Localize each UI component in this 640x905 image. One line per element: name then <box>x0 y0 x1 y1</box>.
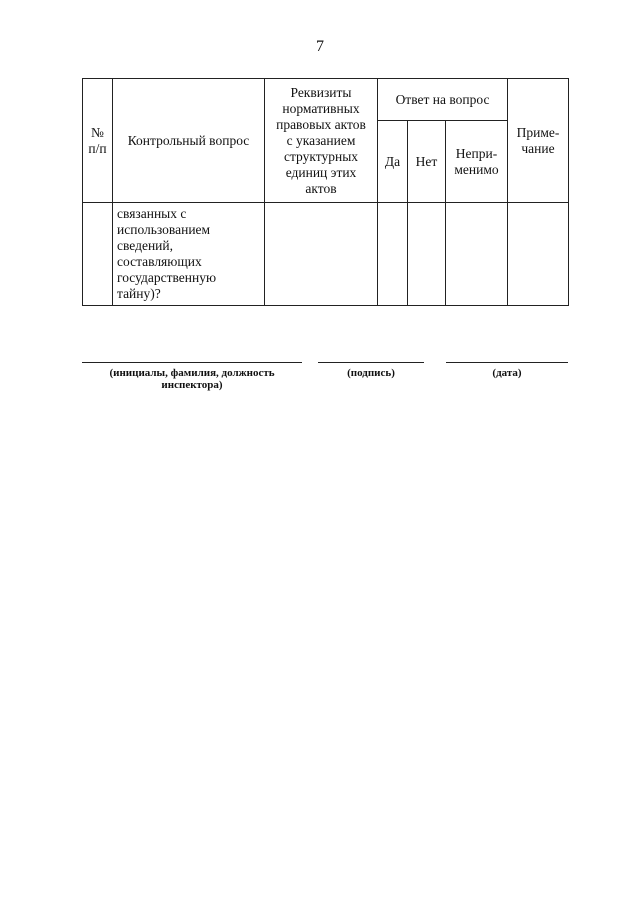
checklist-table <box>82 78 569 306</box>
header-note <box>508 79 569 203</box>
header-answer-na-line: Непри- <box>455 145 498 161</box>
header-requisites-line: актов <box>305 180 337 196</box>
row-no-cell <box>408 203 446 306</box>
header-num-line: п/п <box>88 140 107 156</box>
header-requisites-line: единиц этих <box>285 164 357 180</box>
question-line: связанных с <box>117 206 187 221</box>
page-number: 7 <box>316 38 324 55</box>
header-requisites-line: правовых актов <box>276 116 366 132</box>
header-question: Контрольный вопрос <box>113 79 265 203</box>
row-yes-cell <box>378 203 408 306</box>
header-num-line: № <box>91 124 104 140</box>
header-requisites <box>265 79 378 203</box>
header-answer-group: Ответ на вопрос <box>378 79 508 121</box>
header-answer-yes: Да <box>378 121 408 203</box>
header-answer-na <box>446 121 508 203</box>
question-line: сведений, <box>117 238 174 253</box>
table-row <box>83 203 569 306</box>
header-answer-na-line: менимо <box>454 161 499 177</box>
header-num <box>83 79 113 203</box>
date-block <box>446 362 568 379</box>
inspector-signature-block <box>82 362 302 391</box>
header-note-line: Приме- <box>516 124 560 140</box>
header-requisites-line: структурных <box>283 148 359 164</box>
question-line: использованием <box>117 222 211 237</box>
row-note-cell <box>508 203 569 306</box>
header-requisites-line: Реквизиты <box>290 84 352 100</box>
row-requisites-cell <box>265 203 378 306</box>
header-note-line: чание <box>521 140 555 156</box>
row-na-cell <box>446 203 508 306</box>
signature-block <box>318 362 424 379</box>
signature-line <box>318 362 424 363</box>
inspector-caption-line: (инициалы, фамилия, должность <box>109 367 275 379</box>
inspector-caption <box>82 367 302 391</box>
date-caption: (дата) <box>492 367 522 379</box>
header-answer-no: Нет <box>408 121 446 203</box>
header-row <box>83 79 569 121</box>
header-requisites-line: с указанием <box>286 132 356 148</box>
date-line <box>446 362 568 363</box>
question-line: составляющих <box>117 254 202 269</box>
inspector-line <box>82 362 302 363</box>
signature-caption: (подпись) <box>347 367 395 379</box>
question-line: государственную <box>117 270 217 285</box>
row-num-cell <box>83 203 113 306</box>
question-line: тайну)? <box>117 286 161 301</box>
inspector-caption-line: инспектора) <box>161 379 223 391</box>
header-requisites-line: нормативных <box>282 100 360 116</box>
row-question-cell <box>113 203 265 306</box>
